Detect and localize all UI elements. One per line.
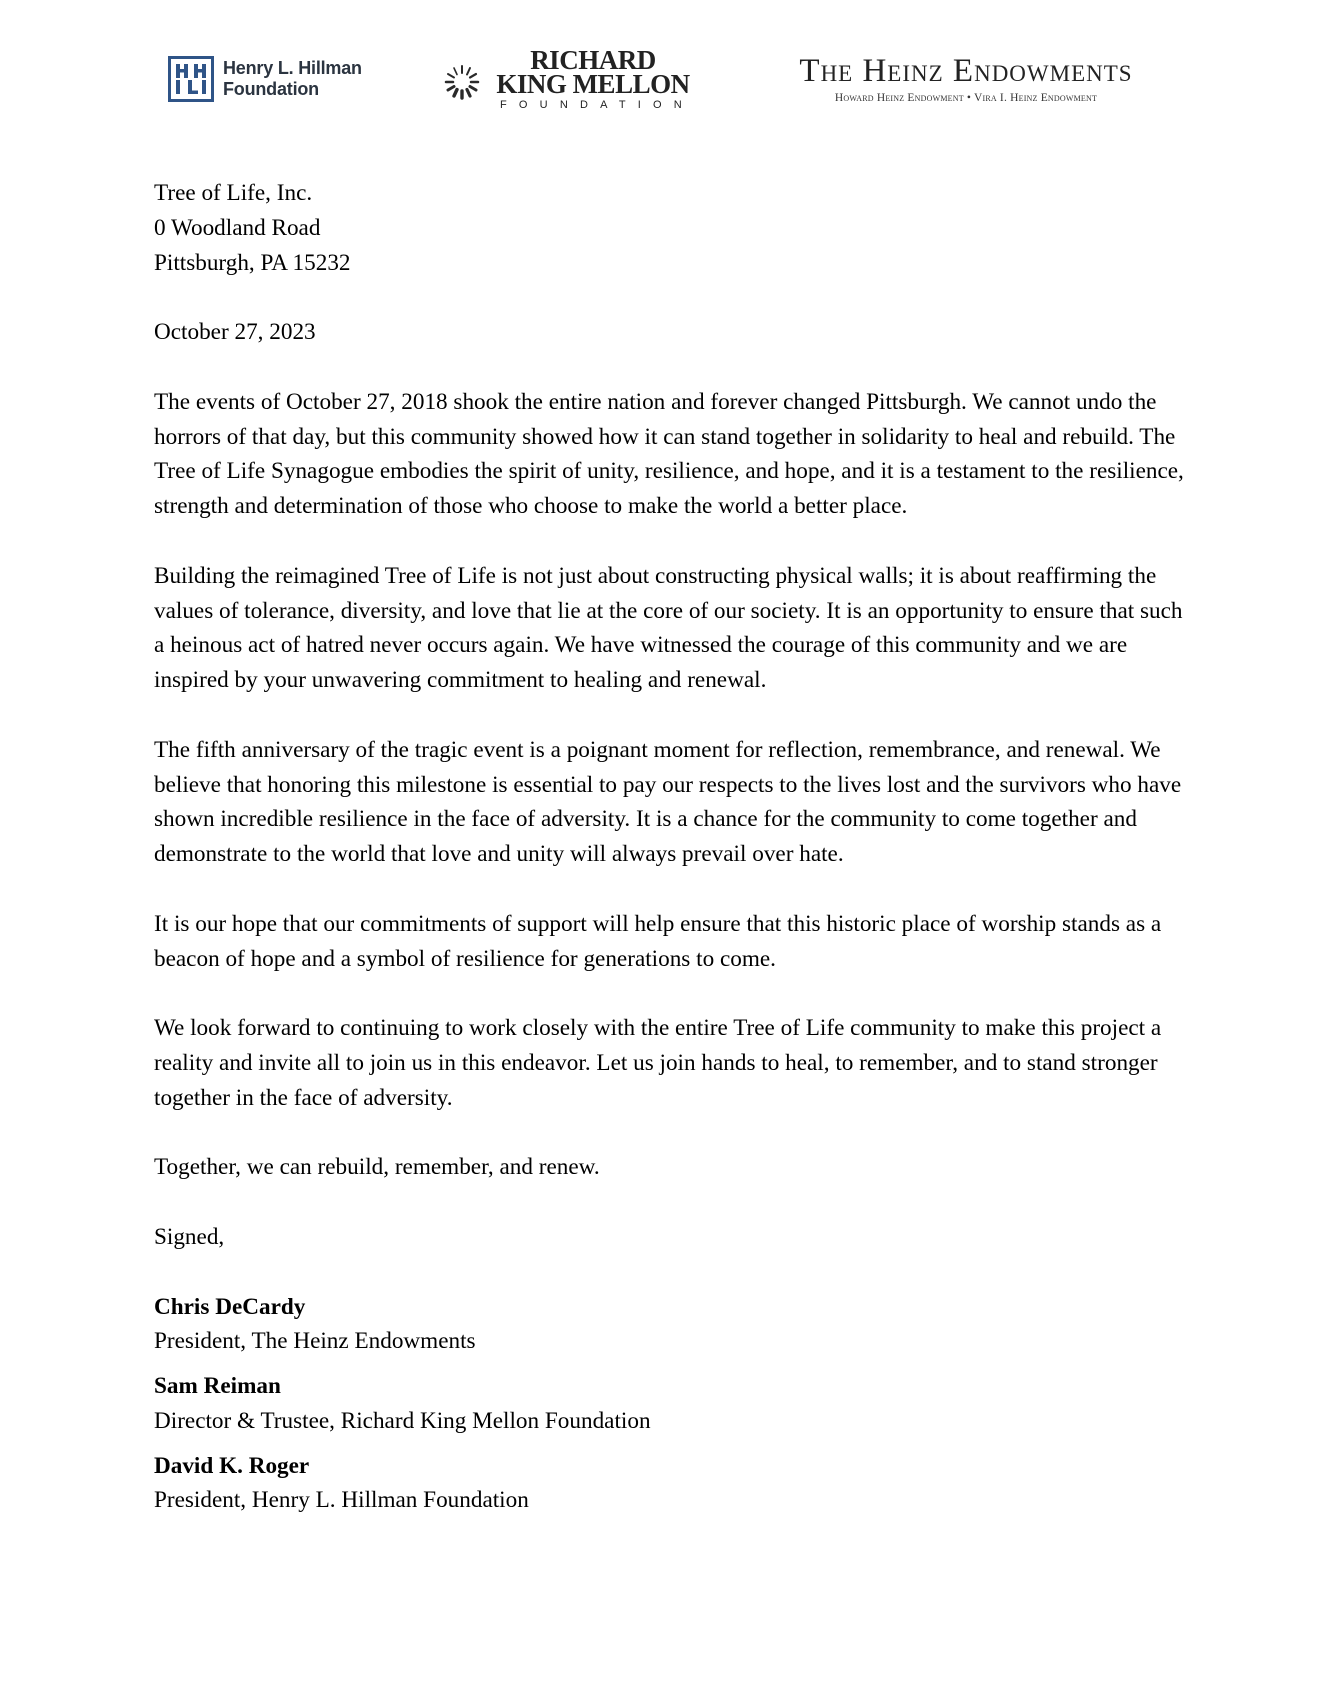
rkm-foundation-logo <box>442 45 694 111</box>
hillman-wordmark <box>223 58 362 100</box>
heinz-endowments-logo <box>770 54 1162 104</box>
rkm-wordmark <box>492 45 694 111</box>
recipient-city: Pittsburgh, PA 15232 <box>154 249 351 276</box>
paragraph-2: Building the reimagined Tree of Life is not just about constructing physical walls; it is about reaffirming the values of tolerance, diversity, and love that lie at the core of our society. It is an opportunity to ensure that such a heinous act of hatred never occurs again. We have witnessed the courage of this community and we are inspired by your unwavering commitment to healing and renewal. <box>154 562 1183 694</box>
signer <box>154 1290 1184 1360</box>
heinz-title: The Heinz Endowments <box>799 53 1133 89</box>
sunburst-icon <box>442 62 482 102</box>
closing: Signed, <box>154 1223 225 1250</box>
letter-body <box>154 176 1184 1518</box>
letter-date: October 27, 2023 <box>154 319 316 346</box>
hillman-monogram-icon <box>168 56 214 102</box>
paragraph-6: Together, we can rebuild, remember, and renew. <box>154 1154 600 1181</box>
signer-name: David K. Roger <box>154 1452 310 1479</box>
signer <box>154 1369 1184 1439</box>
rkm-richard: RICHARD <box>530 45 656 75</box>
signer-title: Director & Trustee, Richard King Mellon Foundation <box>154 1407 651 1434</box>
signer-name: Chris DeCardy <box>154 1293 306 1320</box>
signer-title: President, The Heinz Endowments <box>154 1328 476 1355</box>
recipient-street: 0 Woodland Road <box>154 214 321 241</box>
rkm-king-mellon: KING MELLON <box>496 69 690 99</box>
signer-name: Sam Reiman <box>154 1373 281 1400</box>
recipient-address <box>154 176 1184 280</box>
signature-block <box>154 1290 1184 1519</box>
hillman-foundation-logo <box>168 56 362 102</box>
recipient-name: Tree of Life, Inc. <box>154 180 313 206</box>
hillman-monogram-graphic <box>174 62 208 96</box>
rkm-foundation-word: FOUNDATION <box>500 99 694 111</box>
hillman-foundation-word: Foundation <box>223 79 319 99</box>
signer <box>154 1449 1184 1519</box>
paragraph-1: The events of October 27, 2018 shook the entire nation and forever changed Pittsburgh. We cannot undo the horrors of that day, but this community showed how it can stand together in solidarity to heal and rebuild. The Tree of Life Synagogue embodies the spirit of unity, resilience, and hope, and it is a testament to the resilience, strength and determination of those who choose to make the world a better place. <box>154 388 1184 520</box>
logo-header <box>0 45 1326 118</box>
paragraph-5: We look forward to continuing to work closely with the entire Tree of Life community to make this project a reality and invite all to join us in this endeavor. Let us join hands to heal, to remember, and to stand stronger together in the face of adversity. <box>154 1015 1162 1111</box>
signer-title: President, Henry L. Hillman Foundation <box>154 1487 529 1514</box>
hillman-name: Henry L. Hillman <box>223 58 362 78</box>
paragraph-3: The fifth anniversary of the tragic event is a poignant moment for reflection, remembrance, and renewal. We believe that honoring this milestone is essential to pay our respects to the lives lost and the survivors who have shown incredible resilience in the face of adversity. It is a chance for the community to come together and demonstrate to the world that love and unity will always prevail over hate. <box>154 736 1182 868</box>
paragraph-4: It is our hope that our commitments of support will help ensure that this historic place of worship stands as a beacon of hope and a symbol of resilience for generations to come. <box>154 910 1162 972</box>
heinz-subtitle: Howard Heinz Endowment • Vira I. Heinz Endowment <box>834 92 1098 104</box>
